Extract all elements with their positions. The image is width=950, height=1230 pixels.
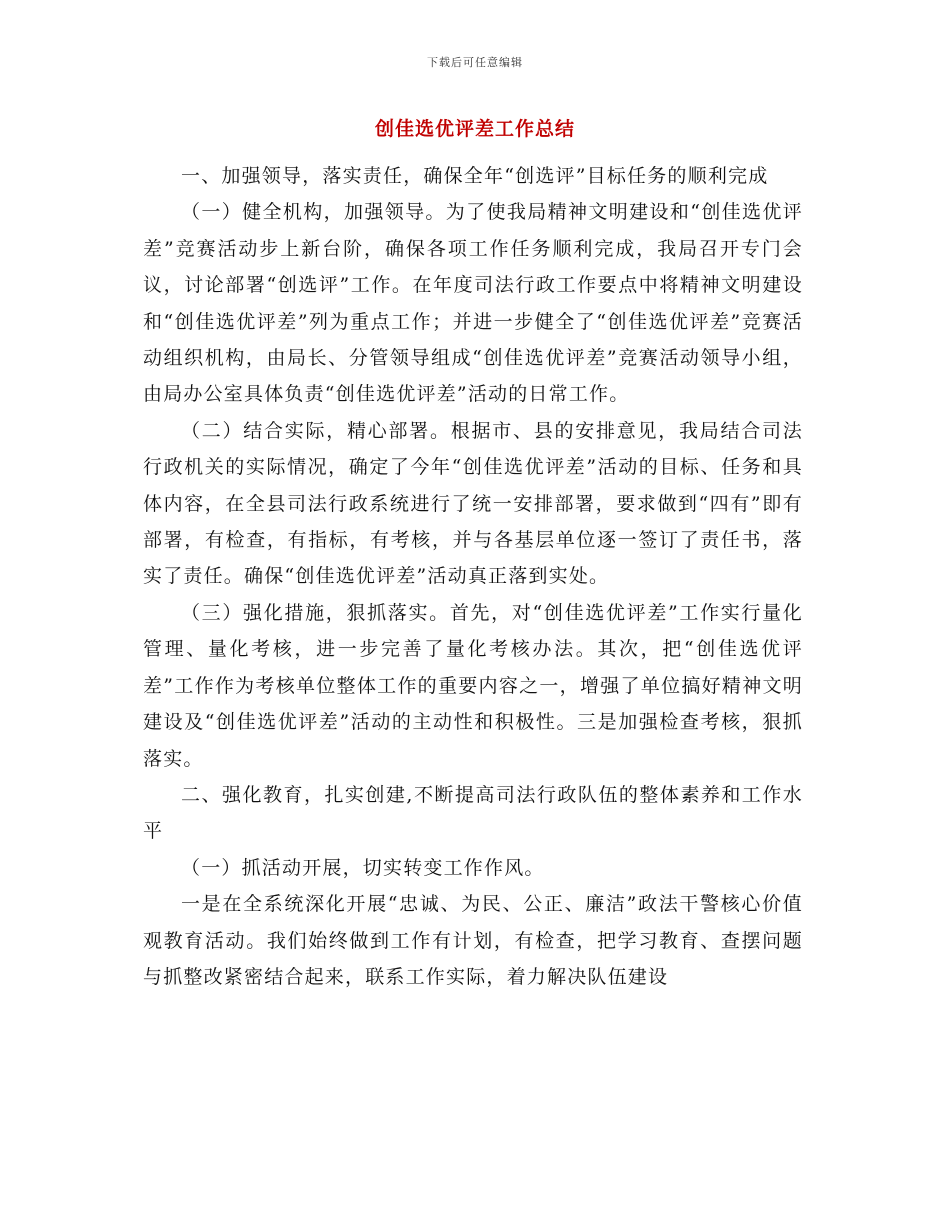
heading-section-1: 一、加强领导，落实责任，确保全年“创选评”目标任务的顺利完成 [181,165,769,187]
document-body [143,158,803,995]
document-title: 创佳选优评差工作总结 [374,118,575,140]
paragraph-1-3: （三）强化措施，狠抓落实。首先，对“创佳选优评差”工作实行量化管理、量化考核，进一步完善了量化考核办法。其次，把“创佳选优评差”工作作为考核单位整体工作的重要内容之一，增强了单位搞好精神文明建设及“创佳选优评差”活动的主动性和积极性。三是加强检查考核，狠抓落实。 [143,601,803,770]
paragraph-1-2: （二）结合实际，精心部署。根据市、县的安排意见，我局结合司法行政机关的实际情况，确定了今年“创佳选优评差”活动的目标、任务和具体内容，在全县司法行政系统进行了统一安排部署，要求做到“四有”即有部署，有检查，有指标，有考核，并与各基层单位逐一签订了责任书，落实了责任。确保“创佳选优评差”活动真正落到实处。 [143,419,803,588]
heading-section-2: 二、强化教育，扎实创建,不断提高司法行政队伍的整体素养和工作水平 [143,783,803,843]
subheading-2-1: （一）抓活动开展，切实转变工作作风。 [181,856,545,879]
paragraph-2-1: 一是在全系统深化开展“忠诚、为民、公正、廉洁”政法干警核心价值观教育活动。我们始终做到工作有计划，有检查，把学习教育、查摆问题与抓整改紧密结合起来，联系工作实际，着力解决队伍建设 [143,893,803,988]
paragraph-1-1: （一）健全机构，加强领导。为了使我局精神文明建设和“创佳选优评差”竞赛活动步上新台阶，确保各项工作任务顺利完成，我局召开专门会议，讨论部署“创选评”工作。在年度司法行政工作要点中将精神文明建设和“创佳选优评差”列为重点工作；并进一步健全了“创佳选优评差”竞赛活动组织机构，由局长、分管领导组成“创佳选优评差”竞赛活动领导小组，由局办公室具体负责“创佳选优评差”活动的日常工作。 [143,201,803,406]
header-note: 下载后可任意编辑 [427,56,523,69]
